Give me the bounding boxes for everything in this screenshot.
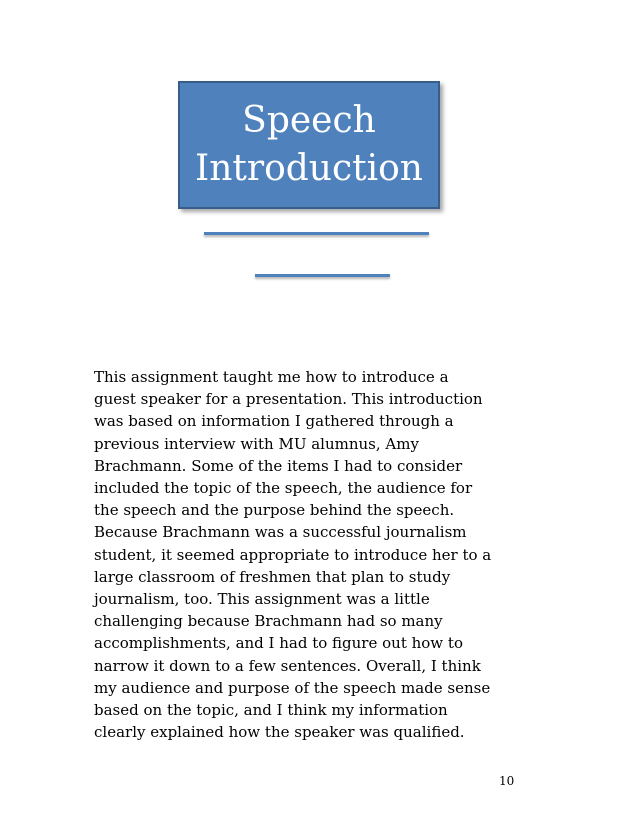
body-line: journalism, too. This assignment was a little [94,590,430,609]
body-line: accomplishments, and I had to figure out how to [94,634,463,653]
title-box [178,81,440,209]
body-line: Brachmann. Some of the items I had to consider [94,456,463,475]
body-line: challenging because Brachmann had so many [94,612,443,631]
body-line: the speech and the purpose behind the speech. [94,501,455,520]
body-line: was based on information I gathered through a [94,412,454,431]
body-line: large classroom of freshmen that plan to study [94,567,451,586]
body-line: previous interview with MU alumnus, Amy [94,434,419,453]
body-paragraph [94,366,524,743]
decorative-rule-short [255,274,390,277]
body-line: student, it seemed appropriate to introduce her to a [94,545,492,564]
body-line: This assignment taught me how to introduce a [94,368,449,386]
body-line: included the topic of the speech, the audience for [94,479,473,498]
body-line: clearly explained how the speaker was qualified. [94,723,465,742]
title-line-1: Speech [242,100,376,141]
body-line: guest speaker for a presentation. This introduction [94,390,483,409]
body-line: Because Brachmann was a successful journalism [94,523,467,542]
title-line-2: Introduction [195,148,423,189]
body-line: narrow it down to a few sentences. Overall, I think [94,656,481,675]
decorative-rule-long [204,232,429,235]
page-number: 10 [499,774,515,788]
body-line: my audience and purpose of the speech made sense [94,678,491,697]
body-line: based on the topic, and I think my information [94,701,448,720]
